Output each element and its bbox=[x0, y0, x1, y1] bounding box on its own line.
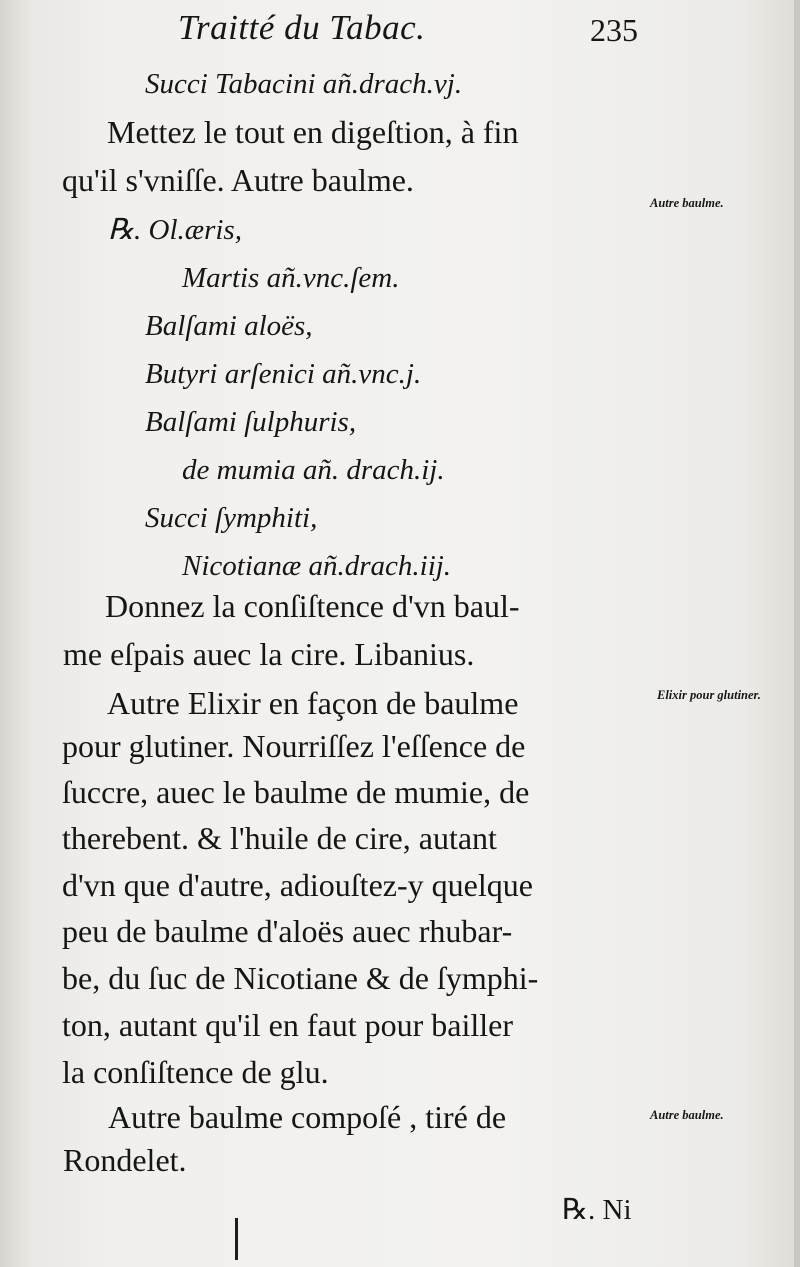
gutter-mark bbox=[235, 1218, 238, 1260]
recipe-line: Nicotianæ añ.drach.iij. bbox=[182, 550, 452, 582]
recipe-line: Balſami aloës, bbox=[145, 310, 313, 342]
text-line: Rondelet. bbox=[63, 1142, 187, 1178]
page-number: 235 bbox=[590, 12, 638, 48]
recipe-line: Succi ſymphiti, bbox=[145, 502, 318, 534]
text-line: la conſiſtence de glu. bbox=[62, 1054, 329, 1090]
text-line: d'vn que d'autre, adiouſtez-y quelque bbox=[62, 867, 533, 903]
text-line: peu de baulme d'aloës auec rhubar- bbox=[62, 913, 513, 949]
margin-note: Elixir pour glutiner. bbox=[657, 688, 761, 702]
recipe-line: Butyri arſenici añ.vnc.j. bbox=[145, 358, 422, 390]
text-line: Autre Elixir en façon de baulme bbox=[107, 685, 519, 721]
text-line: Succi Tabacini añ.drach.vj. bbox=[145, 68, 463, 100]
recipe-line: ℞. Ol.æris, bbox=[108, 214, 242, 246]
page-edge bbox=[794, 0, 800, 1267]
text-line: qu'il s'vniſſe. Autre baulme. bbox=[62, 162, 414, 198]
recipe-line: Martis añ.vnc.ſem. bbox=[182, 262, 400, 294]
running-head: Traitté du Tabac. bbox=[178, 8, 426, 47]
text-line: ton, autant qu'il en faut pour bailler bbox=[62, 1007, 513, 1043]
catchword: ℞. Ni bbox=[562, 1194, 632, 1226]
text-line: ſuccre, auec le baulme de mumie, de bbox=[62, 774, 530, 810]
recipe-line: Balſami ſulphuris, bbox=[145, 406, 357, 438]
text-line: Autre baulme compoſé , tiré de bbox=[108, 1099, 507, 1135]
margin-note: Autre baulme. bbox=[650, 196, 724, 210]
text-line: therebent. & l'huile de cire, autant bbox=[62, 820, 497, 856]
text-line: Mettez le tout en digeſtion, à fin bbox=[107, 114, 519, 150]
text-line: me eſpais auec la cire. Libanius. bbox=[63, 636, 475, 672]
text-line: pour glutiner. Nourriſſez l'eſſence de bbox=[62, 728, 526, 764]
margin-note: Autre baulme. bbox=[650, 1108, 724, 1122]
text-line: be, du ſuc de Nicotiane & de ſymphi- bbox=[62, 960, 539, 996]
recipe-line: de mumia añ. drach.ij. bbox=[182, 454, 445, 486]
text-line: Donnez la conſiſtence d'vn baul- bbox=[105, 588, 520, 624]
